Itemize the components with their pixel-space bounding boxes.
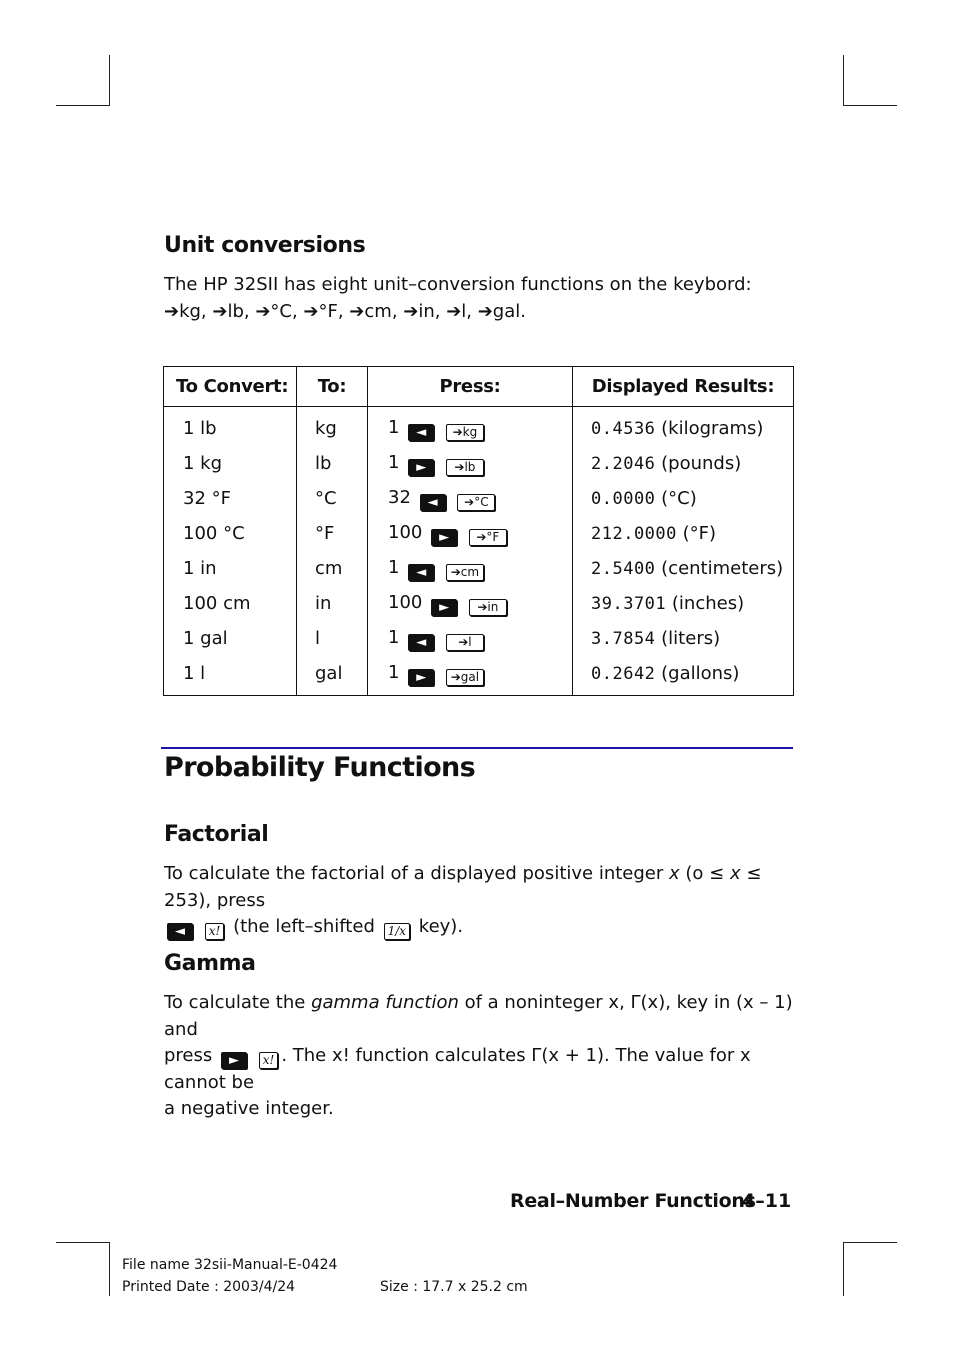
table-row [164, 446, 794, 481]
table-row [164, 407, 794, 447]
cell-keystrokes: 100 ► ➔°F [368, 516, 573, 551]
left-shift-key-icon: ◄ [408, 634, 434, 651]
display-unit: (pounds) [661, 453, 742, 474]
cell-displayed-result [573, 516, 794, 551]
gamma-heading: Gamma [164, 951, 256, 976]
cell-convert-from: 1 kg [164, 446, 297, 481]
cell-displayed-result [573, 551, 794, 586]
crop-mark [843, 1242, 844, 1296]
cell-displayed-result [573, 481, 794, 516]
left-shift-key-icon: ◄ [167, 923, 193, 940]
table-row [164, 516, 794, 551]
cell-keystrokes: 100 ► ➔in [368, 586, 573, 621]
cell-convert-from: 32 °F [164, 481, 297, 516]
display-value: 0.0000 [591, 489, 656, 509]
display-value: 39.3701 [591, 594, 667, 614]
cell-convert-from: 1 lb [164, 407, 297, 447]
cell-displayed-result [573, 656, 794, 696]
display-unit: (liters) [661, 628, 721, 649]
display-value: 2.5400 [591, 559, 656, 579]
col-header-results: Displayed Results: [573, 367, 794, 407]
display-unit: (gallons) [661, 663, 740, 684]
crop-mark [843, 1242, 897, 1243]
unit-conversion-key-icon: ➔kg [446, 424, 484, 441]
cell-convert-to: lb [297, 446, 368, 481]
x-factorial-key-icon: x! [259, 1052, 279, 1069]
unit-conversion-key-icon: ➔°F [469, 529, 507, 546]
display-value: 212.0000 [591, 524, 677, 544]
factorial-heading: Factorial [164, 822, 269, 847]
x-factorial-key-icon: x! [205, 923, 225, 940]
unit-conversion-key-icon: ➔l [446, 634, 484, 651]
cell-convert-to: l [297, 621, 368, 656]
cell-convert-to: °F [297, 516, 368, 551]
gamma-paragraph: To calculate the gamma function of a noninteger x, Γ(x), key in (x – 1) and press ► x! . The x! function calculates Γ(x + 1). The value for x cannot be a negative integer. [164, 992, 793, 1119]
cell-keystrokes: 1 ► ➔gal [368, 656, 573, 696]
left-shift-key-icon: ◄ [408, 564, 434, 581]
crop-mark [109, 1242, 110, 1296]
display-value: 0.2642 [591, 664, 656, 684]
unit-conversion-key-icon: ➔gal [446, 669, 484, 686]
cell-displayed-result [573, 586, 794, 621]
cell-keystrokes: 1 ◄ ➔cm [368, 551, 573, 586]
cell-convert-from: 100 cm [164, 586, 297, 621]
display-unit: (°C) [661, 488, 697, 509]
cell-keystrokes: 32 ◄ ➔°C [368, 481, 573, 516]
cell-convert-to: in [297, 586, 368, 621]
display-value: 0.4536 [591, 419, 656, 439]
conversion-table [163, 366, 794, 696]
left-shift-key-icon: ◄ [408, 424, 434, 441]
probability-heading: Probability Functions [164, 752, 476, 783]
right-shift-key-icon: ► [431, 529, 457, 546]
meta-printed-date: Printed Date : 2003/4/24 [122, 1279, 296, 1295]
display-unit: (inches) [671, 593, 745, 614]
footer-chapter: Real–Number Functions [510, 1190, 756, 1212]
table-row [164, 621, 794, 656]
right-shift-key-icon: ► [408, 459, 434, 476]
table-row [164, 586, 794, 621]
cell-convert-to: cm [297, 551, 368, 586]
section-rule [161, 747, 793, 749]
unit-conversions-intro: The HP 32SII has eight unit–conversion functions on the keybord: ➔kg, ➔lb, ➔°C, ➔°F, ➔cm, ➔in, ➔l, ➔gal. [164, 274, 752, 322]
cell-displayed-result [573, 446, 794, 481]
cell-convert-to: gal [297, 656, 368, 696]
display-unit: (°F) [682, 523, 717, 544]
cell-convert-from: 100 °C [164, 516, 297, 551]
crop-mark [843, 55, 844, 106]
table-row [164, 656, 794, 696]
cell-convert-to: kg [297, 407, 368, 447]
display-value: 2.2046 [591, 454, 656, 474]
cell-convert-from: 1 in [164, 551, 297, 586]
right-shift-key-icon: ► [408, 669, 434, 686]
footer-page-number: 4–11 [742, 1190, 792, 1212]
table-row [164, 481, 794, 516]
col-header-press: Press: [368, 367, 573, 407]
crop-mark [56, 1242, 110, 1243]
factorial-paragraph: To calculate the factorial of a displayed positive integer x (o ≤ x ≤ 253), press ◄ x! (the left–shifted 1/x key). [164, 863, 762, 939]
cell-displayed-result [573, 407, 794, 447]
meta-file-name: File name 32sii-Manual-E-0424 [122, 1257, 338, 1273]
crop-mark [109, 55, 110, 106]
table-header-row [164, 367, 794, 407]
display-value: 3.7854 [591, 629, 656, 649]
crop-mark [56, 105, 110, 106]
crop-mark [843, 105, 897, 106]
cell-convert-to: °C [297, 481, 368, 516]
cell-keystrokes: 1 ◄ ➔kg [368, 407, 573, 447]
reciprocal-key-icon: 1/x [384, 923, 410, 940]
left-shift-key-icon: ◄ [420, 494, 446, 511]
cell-keystrokes: 1 ► ➔lb [368, 446, 573, 481]
meta-size: Size : 17.7 x 25.2 cm [380, 1279, 528, 1295]
unit-conversion-key-icon: ➔lb [446, 459, 484, 476]
unit-conversion-key-icon: ➔°C [457, 494, 495, 511]
cell-keystrokes: 1 ◄ ➔l [368, 621, 573, 656]
right-shift-key-icon: ► [221, 1052, 247, 1069]
cell-convert-from: 1 gal [164, 621, 297, 656]
unit-conversion-key-icon: ➔in [469, 599, 507, 616]
col-header-convert: To Convert: [164, 367, 297, 407]
cell-convert-from: 1 l [164, 656, 297, 696]
table-row [164, 551, 794, 586]
unit-conversions-heading: Unit conversions [164, 233, 366, 258]
right-shift-key-icon: ► [431, 599, 457, 616]
col-header-to: To: [297, 367, 368, 407]
cell-displayed-result [573, 621, 794, 656]
unit-conversion-key-icon: ➔cm [446, 564, 484, 581]
display-unit: (centimeters) [661, 558, 784, 579]
display-unit: (kilograms) [661, 418, 764, 439]
